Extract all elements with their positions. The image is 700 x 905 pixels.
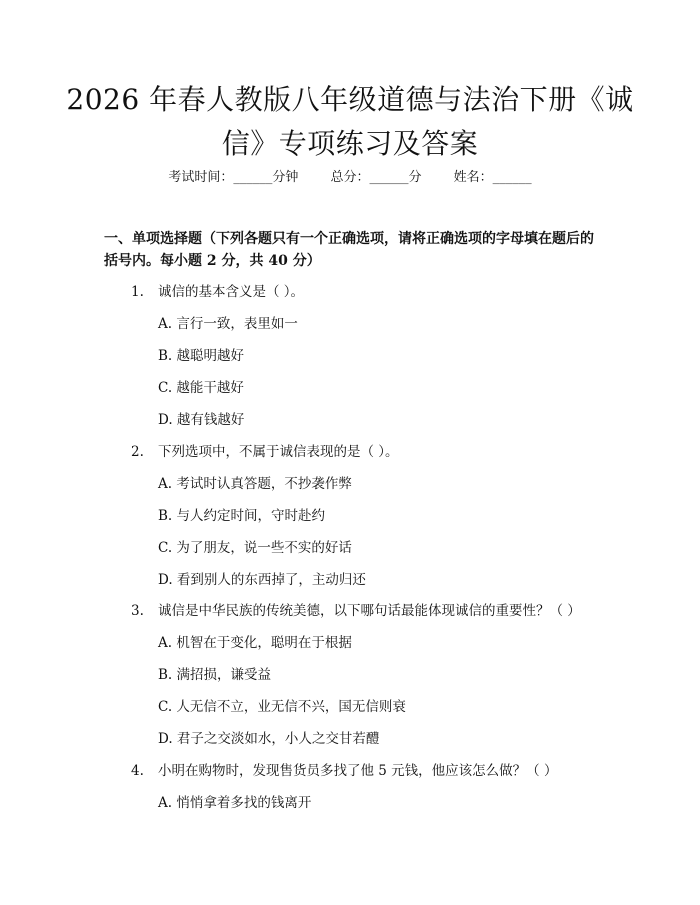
option-c: C. 越能干越好 xyxy=(158,380,244,396)
section-heading: 一、单项选择题（下列各题只有一个正确选项，请将正确选项的字母填在题后的括号内。每小题 2 分，共 40 分） xyxy=(104,231,594,269)
option-a: A. 悄悄拿着多找的钱离开 xyxy=(158,795,312,811)
option-b: B. 越聪明越好 xyxy=(158,348,245,364)
student-name-field: 姓名：______ xyxy=(453,170,532,185)
question-text: 诚信是中华民族的传统美德，以下哪句话最能体现诚信的重要性？（ ） xyxy=(158,603,581,619)
question-text: 诚信的基本含义是（ ）。 xyxy=(158,284,305,300)
question-text: 小明在购物时，发现售货员多找了他 5 元钱，他应该怎么做？（ ） xyxy=(158,763,558,779)
exam-meta xyxy=(0,168,700,188)
question-number: 1. xyxy=(131,284,144,300)
option-d: D. 越有钱越好 xyxy=(158,412,245,428)
question-number: 4. xyxy=(131,763,144,779)
option-d: D. 看到别人的东西掉了，主动归还 xyxy=(158,572,366,588)
question-number: 2. xyxy=(131,444,144,460)
option-d: D. 君子之交淡如水，小人之交甘若醴 xyxy=(158,731,380,747)
question-text: 下列选项中，不属于诚信表现的是（ ）。 xyxy=(158,444,399,460)
option-a: A. 言行一致，表里如一 xyxy=(158,316,298,332)
total-score-field: 总分：______分 xyxy=(330,170,422,185)
option-c: C. 人无信不立，业无信不兴，国无信则衰 xyxy=(158,699,406,715)
page-title: 2026 年春人教版八年级道德与法治下册《诚信》专项练习及答案 xyxy=(66,83,634,160)
option-a: A. 机智在于变化，聪明在于根据 xyxy=(158,635,352,651)
option-b: B. 与人约定时间，守时赴约 xyxy=(158,508,326,524)
option-a: A. 考试时认真答题，不抄袭作弊 xyxy=(158,476,352,492)
option-b: B. 满招损，谦受益 xyxy=(158,667,272,683)
question-number: 3. xyxy=(131,603,144,619)
exam-time-field: 考试时间：______分钟 xyxy=(168,170,299,185)
option-c: C. 为了朋友，说一些不实的好话 xyxy=(158,540,352,556)
